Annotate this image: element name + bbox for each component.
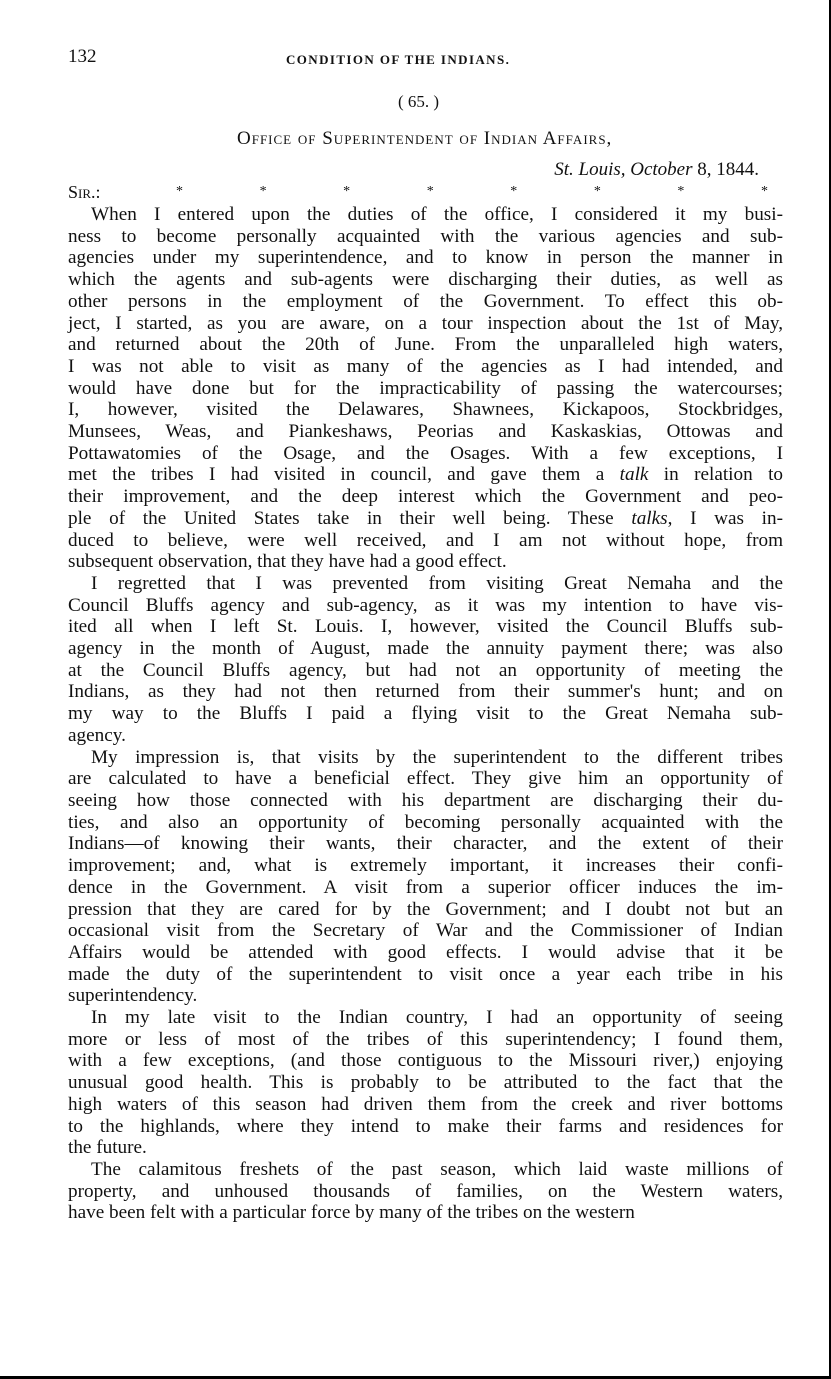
dateline-date: 8, 1844. <box>692 159 759 180</box>
star: * <box>259 184 267 199</box>
dateline <box>554 159 759 181</box>
text-line: my way to the Bluffs I paid a flying visit to the Great Nemaha sub- <box>68 703 783 725</box>
text-line: Pottawatomies of the Osage, and the Osages. With a few exceptions, I <box>68 442 783 464</box>
text-line: are calculated to have a beneficial effect. They give him an opportunity of <box>68 768 783 790</box>
text-line: at the Council Bluffs agency, but had not an opportunity of meeting the <box>68 659 783 681</box>
text-line: Munsees, Weas, and Piankeshaws, Peorias and Kaskaskias, Ottowas and <box>68 421 783 443</box>
text-line: ties, and also an opportunity of becoming personally acquainted with the <box>68 811 783 833</box>
text-line: which the agents and sub-agents were discharging their duties, as well as <box>68 269 783 291</box>
running-head: CONDITION OF THE INDIANS. <box>286 52 511 67</box>
text-line: When I entered upon the duties of the office, I considered it my busi- <box>91 204 783 225</box>
text-line: high waters of this season had driven them from the creek and river bottoms <box>68 1093 783 1115</box>
text-line: property, and unhoused thousands of families, on the Western waters, <box>68 1180 783 1202</box>
text-line: improvement; and, what is extremely important, it increases their confi- <box>68 855 783 877</box>
text-line: duced to believe, were well received, and I am not without hope, from <box>68 529 783 551</box>
text-line: dence in the Government. A visit from a superior officer induces the im- <box>68 876 783 898</box>
document-number: ( 65. ) <box>398 92 440 111</box>
star: * <box>510 184 518 199</box>
text-line: with a few exceptions, (and those contiguous to the Missouri river,) enjoying <box>68 1050 783 1072</box>
text-line: to the highlands, where they intend to make their farms and residences for <box>68 1115 783 1137</box>
star: * <box>176 184 183 199</box>
text-line: made the duty of the superintendent to visit once a year each tribe in his <box>68 963 783 985</box>
text-line: superintendency. <box>68 985 198 1007</box>
star: * <box>760 184 768 199</box>
text-line: agency. <box>68 724 126 746</box>
text-line: Indians—of knowing their wants, their character, and the extent of their <box>68 833 783 855</box>
text-line: would have done but for the impracticability of passing the watercourses; <box>68 377 783 399</box>
star: * <box>593 184 601 199</box>
text-line: occasional visit from the Secretary of War and the Commissioner of Indian <box>68 920 783 942</box>
paragraph <box>68 573 783 747</box>
text-line: the future. <box>68 1137 147 1159</box>
text-line: I, however, visited the Delawares, Shawnees, Kickapoos, Stockbridges, <box>68 399 783 421</box>
text-line: I was not able to visit as many of the agencies as I had intended, and <box>68 355 783 377</box>
dateline-place: St. Louis, October <box>554 159 693 180</box>
text-line: agency in the month of August, made the annuity payment there; was also <box>68 638 783 660</box>
text-line: have been felt with a particular force by many of the tribes on the western <box>68 1202 635 1224</box>
text-line: their improvement, and the deep interest which the Government and peo- <box>68 486 783 508</box>
text-line: other persons in the employment of the Government. To effect this ob- <box>68 290 783 312</box>
star: * <box>343 184 351 199</box>
star: * <box>677 184 685 199</box>
paragraph <box>68 204 783 573</box>
text-line: ple of the United States take in their well being. These talks, I was in- <box>68 507 783 529</box>
text-line: subsequent observation, that they have had a good effect. <box>68 551 507 573</box>
text-line: Affairs would be attended with good effects. I would advise that it be <box>68 941 783 963</box>
office-heading: Office of Superintendent of Indian Affairs, <box>237 128 613 149</box>
text-line: In my late visit to the Indian country, I had an opportunity of seeing <box>91 1007 783 1029</box>
text-line: ness to become personally acquainted with the various agencies and sub- <box>68 225 783 247</box>
text-line: ject, I started, as you are aware, on a tour inspection about the 1st of May, <box>68 312 783 334</box>
text-line: Council Bluffs agency and sub-agency, as it was my intention to have vis- <box>68 594 783 616</box>
text-line: Indians, as they had not then returned from their summer's hunt; and on <box>68 681 783 703</box>
text-line: ited all when I left St. Louis. I, however, visited the Council Bluffs sub- <box>68 616 783 638</box>
salutation <box>68 182 768 203</box>
text-line: agencies under my superintendence, and to know in person the manner in <box>68 247 783 269</box>
text-line: and returned about the 20th of June. From the unparalleled high waters, <box>68 334 783 356</box>
text-line: met the tribes I had visited in council, and gave them a talk in relation to <box>68 464 784 486</box>
salutation-sir: Sir.: <box>68 182 101 202</box>
text-line: more or less of most of the tribes of this superintendency; I found them, <box>68 1028 783 1050</box>
ellipsis-stars <box>176 182 768 200</box>
letter-body <box>68 204 783 1224</box>
page-number: 132 <box>68 46 97 67</box>
text-line: seeing how those connected with his department are discharging their du- <box>68 789 783 811</box>
text-line: unusual good health. This is probably to be attributed to the fact that the <box>68 1072 783 1094</box>
star: * <box>426 184 434 199</box>
text-line: pression that they are cared for by the Government; and I doubt not but an <box>68 898 783 920</box>
paragraph <box>68 1159 783 1224</box>
paragraph <box>68 1007 783 1159</box>
paragraph <box>68 747 783 1007</box>
text-line: The calamitous freshets of the past season, which laid waste millions of <box>91 1158 783 1180</box>
text-line: My impression is, that visits by the superintendent to the different tribes <box>91 746 783 768</box>
text-line: I regretted that I was prevented from visiting Great Nemaha and the <box>91 572 783 594</box>
